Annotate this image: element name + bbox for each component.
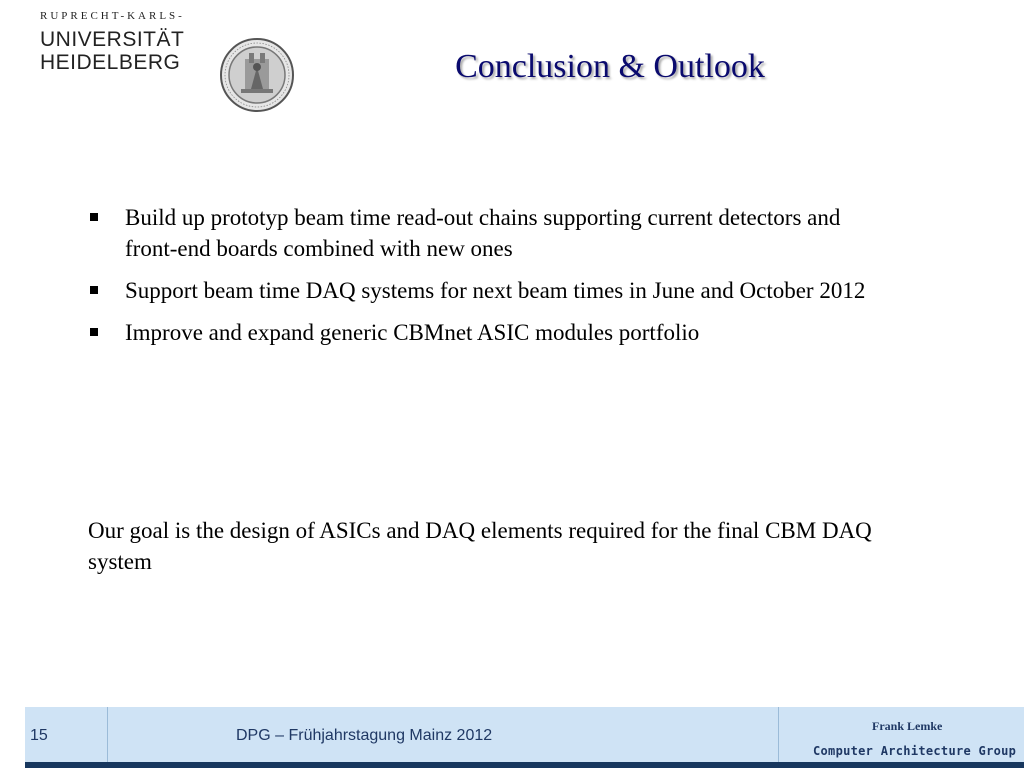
slide-title: Conclusion & Outlook — [455, 48, 765, 85]
bullet-text: Build up prototyp beam time read-out chains supporting current detectors and front-end boards combined with new ones — [125, 205, 841, 261]
list-item — [88, 202, 898, 264]
square-bullet-icon — [90, 213, 98, 221]
list-item — [88, 317, 898, 348]
goal-statement: Our goal is the design of ASICs and DAQ elements required for the final CBM DAQ system — [88, 518, 872, 574]
bullet-text: Improve and expand generic CBMnet ASIC modules portfolio — [125, 320, 700, 345]
list-item — [88, 275, 898, 306]
bullet-text: Support beam time DAQ systems for next beam times in June and October 2012 — [125, 278, 866, 303]
square-bullet-icon — [90, 328, 98, 336]
university-logo — [40, 10, 200, 74]
footer-divider — [107, 707, 108, 762]
footer-bottom-stripe — [25, 762, 1024, 768]
logo-line-3: HEIDELBERG — [40, 51, 181, 74]
logo-line-1: RUPRECHT-KARLS- — [40, 10, 185, 22]
square-bullet-icon — [90, 286, 98, 294]
university-seal-icon — [219, 37, 295, 113]
page-number: 15 — [30, 727, 48, 744]
footer-divider — [778, 707, 779, 762]
conference-name: DPG – Frühjahrstagung Mainz 2012 — [236, 727, 493, 744]
bullet-list — [88, 202, 898, 359]
group-name: Computer Architecture Group — [813, 744, 1017, 758]
author-name: Frank Lemke — [872, 719, 943, 733]
logo-line-2: UNIVERSITÄT — [40, 28, 185, 51]
